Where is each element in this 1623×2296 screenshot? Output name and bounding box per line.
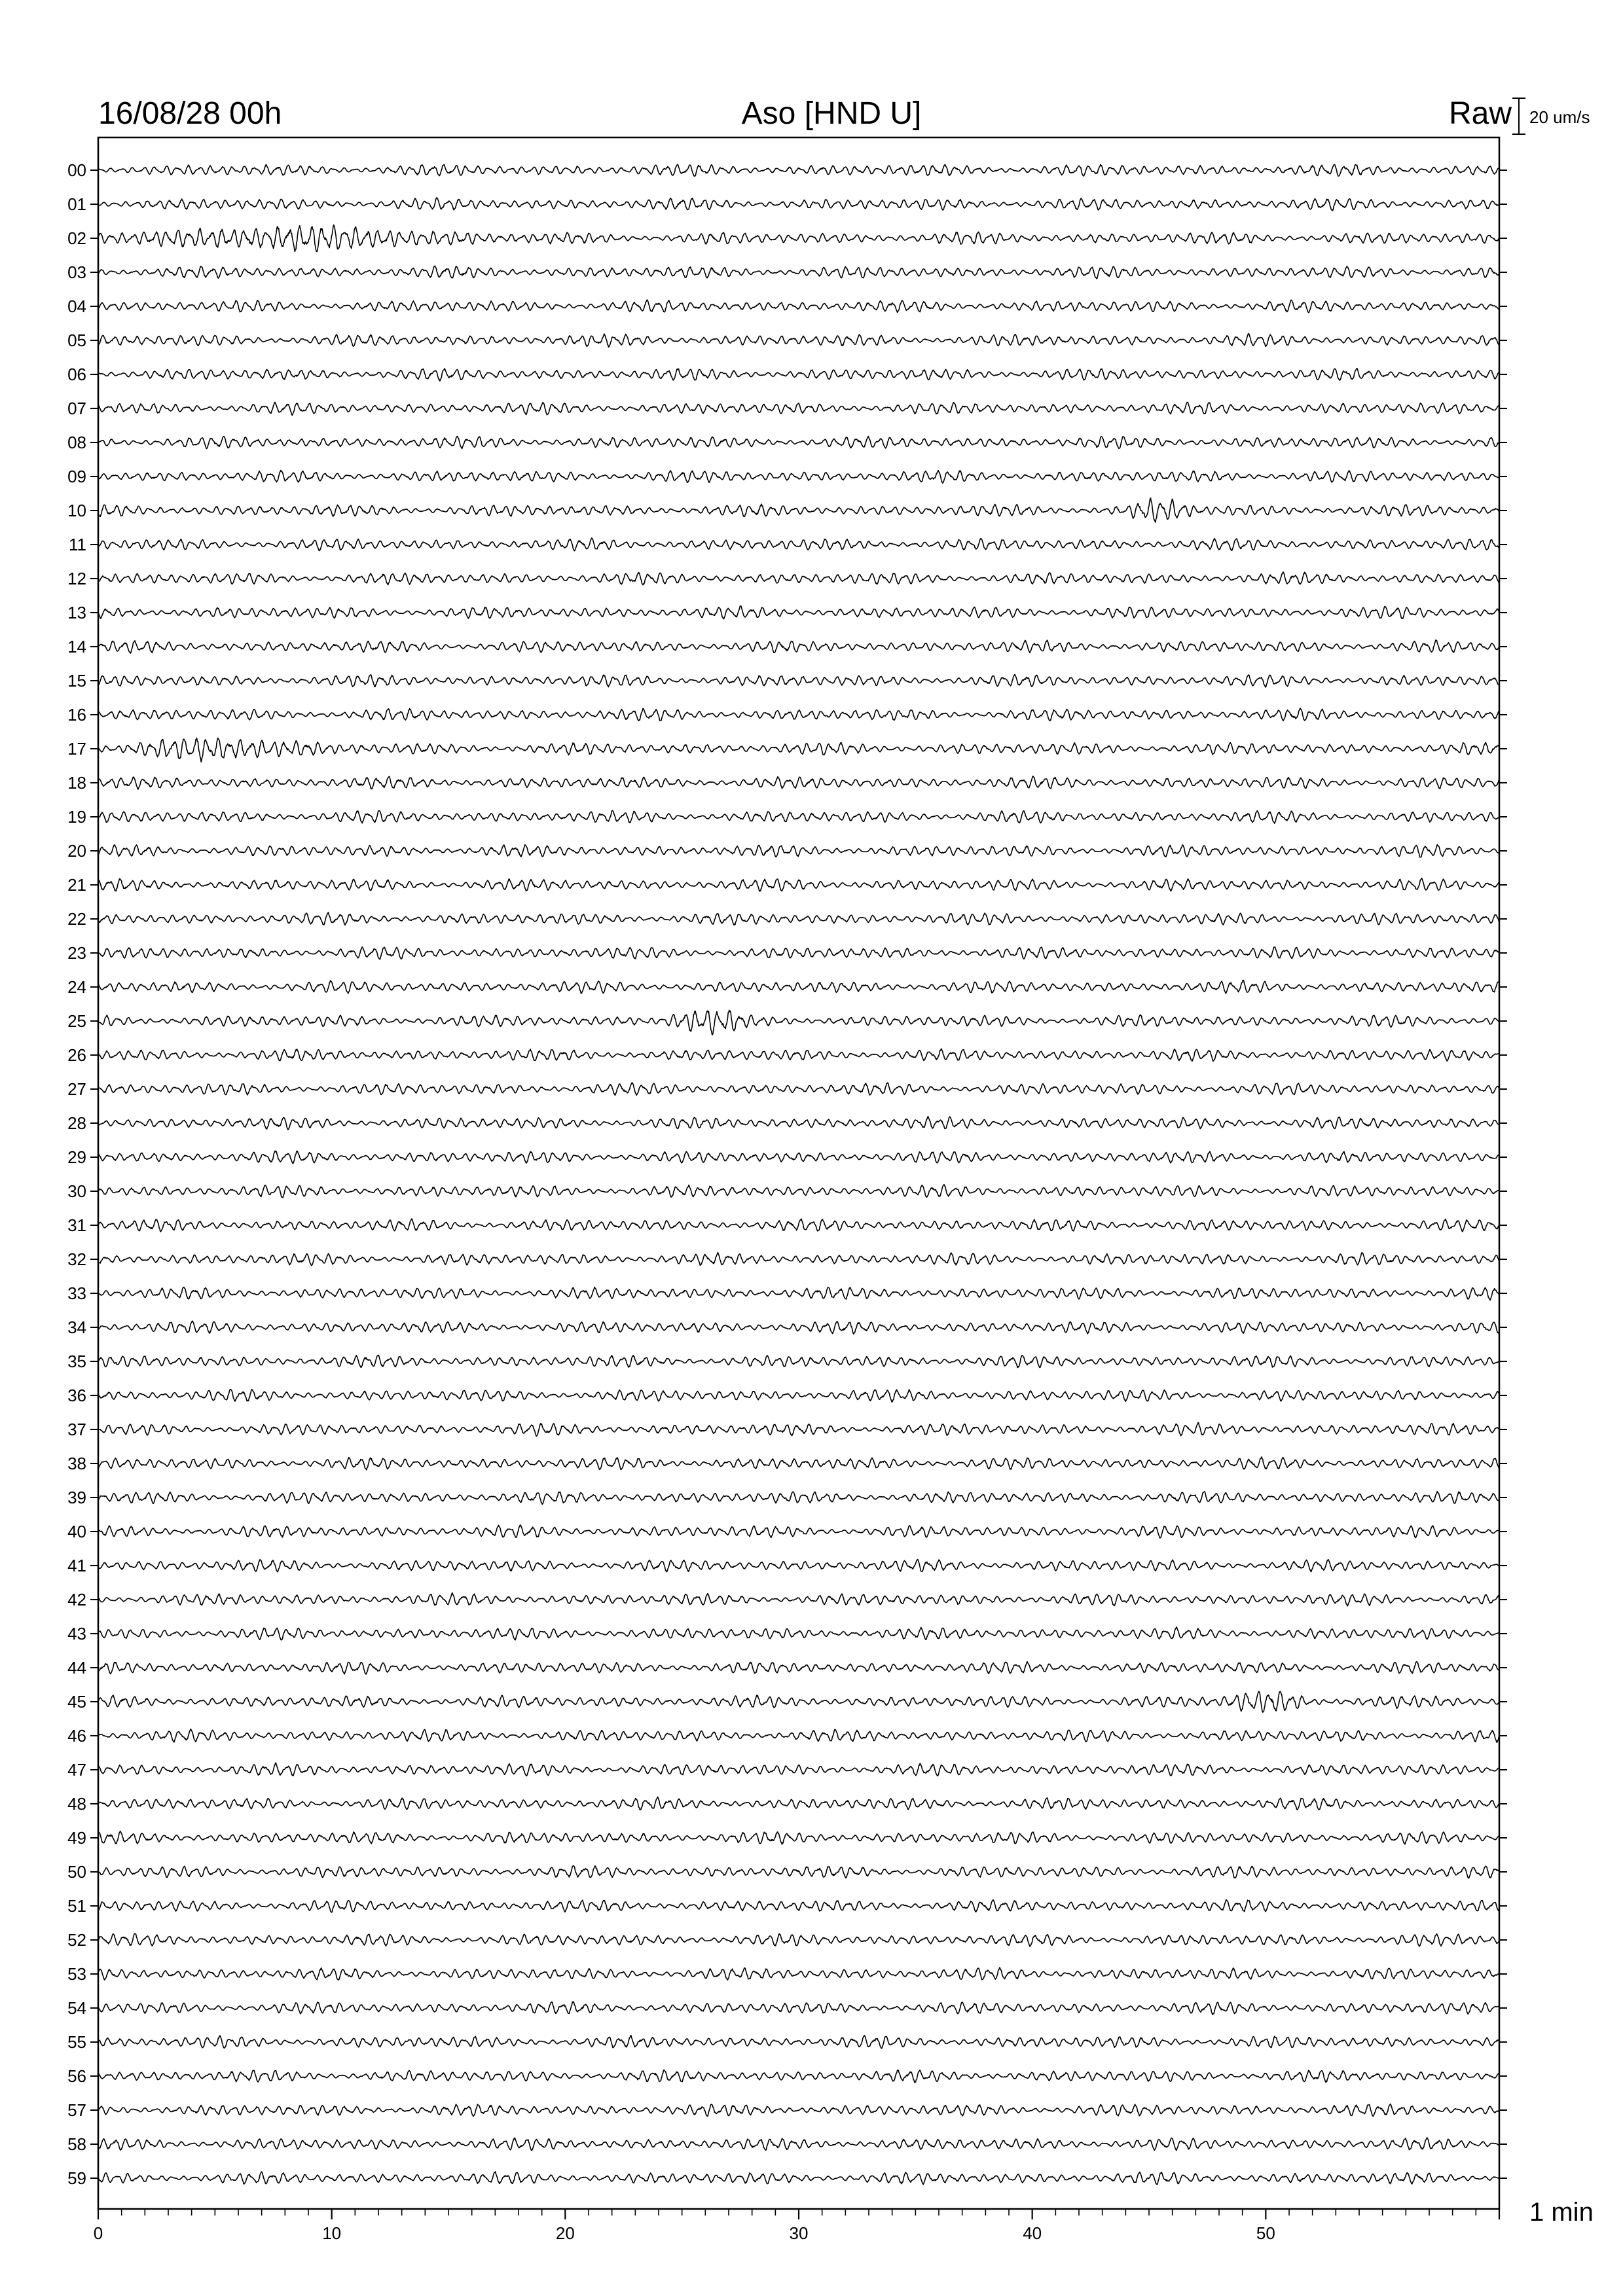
row-label: 35	[67, 1352, 86, 1371]
row-label: 09	[67, 467, 86, 486]
row-label: 11	[69, 535, 86, 554]
seismic-trace	[98, 1253, 1499, 1266]
seismic-trace	[98, 1691, 1499, 1712]
row-label-layer	[67, 160, 1507, 2188]
seismic-trace	[98, 1355, 1499, 1367]
row-label: 50	[67, 1862, 86, 1882]
row-label: 49	[67, 1828, 86, 1848]
seismic-trace	[98, 1900, 1499, 1912]
row-label: 08	[67, 433, 86, 452]
seismic-trace	[98, 2001, 1499, 2015]
mode-label: Raw	[1448, 96, 1512, 131]
seismic-trace	[98, 980, 1499, 994]
x-axis-label: 1 min	[1529, 2198, 1594, 2227]
seismic-trace	[98, 1967, 1499, 1980]
seismic-trace	[98, 498, 1499, 522]
row-label: 56	[67, 2066, 86, 2086]
row-label: 28	[67, 1113, 86, 1133]
row-label: 38	[67, 1454, 86, 1473]
row-label: 55	[67, 2032, 86, 2052]
seismic-trace	[98, 1593, 1499, 1606]
row-label: 40	[67, 1522, 86, 1541]
row-label: 53	[67, 1964, 86, 1984]
row-label: 25	[67, 1011, 86, 1031]
row-label: 17	[67, 739, 86, 759]
row-label: 24	[67, 977, 86, 997]
x-tick-label: 0	[93, 2223, 103, 2243]
row-label: 21	[67, 875, 86, 895]
seismic-trace	[98, 1083, 1499, 1095]
row-label: 10	[67, 501, 86, 520]
row-label: 26	[67, 1045, 86, 1065]
row-label: 14	[67, 637, 86, 656]
row-label: 45	[67, 1692, 86, 1712]
seismic-trace	[98, 912, 1499, 925]
seismic-trace	[98, 2036, 1499, 2049]
row-label: 54	[67, 1998, 86, 2018]
seismic-trace	[98, 640, 1499, 653]
row-label: 12	[67, 569, 86, 588]
row-label: 48	[67, 1794, 86, 1814]
seismic-trace	[98, 403, 1499, 416]
seismic-trace	[98, 164, 1499, 176]
row-label: 04	[67, 296, 86, 316]
row-label: 59	[67, 2168, 86, 2188]
row-label: 58	[67, 2134, 86, 2154]
trace-layer	[98, 164, 1499, 2184]
seismic-trace	[98, 844, 1499, 857]
seismic-trace	[98, 334, 1499, 348]
row-label: 18	[67, 773, 86, 793]
seismic-trace	[98, 2138, 1499, 2150]
seismic-trace	[98, 776, 1499, 789]
row-label: 34	[67, 1318, 86, 1337]
row-label: 33	[67, 1283, 86, 1303]
row-label: 27	[67, 1079, 86, 1099]
seismic-trace	[98, 1831, 1499, 1844]
seismic-trace	[98, 1011, 1499, 1035]
seismic-trace	[98, 1763, 1499, 1776]
seismic-trace	[98, 1390, 1499, 1403]
plot-frame	[98, 137, 1499, 2209]
seismic-trace	[98, 1662, 1499, 1674]
seismic-trace	[98, 2104, 1499, 2117]
row-label: 13	[67, 603, 86, 622]
seismic-trace	[98, 1797, 1499, 1810]
seismic-trace	[98, 1560, 1499, 1572]
row-label: 52	[67, 1930, 86, 1950]
row-label: 47	[67, 1760, 86, 1780]
row-label: 31	[67, 1215, 86, 1235]
seismic-trace	[98, 1287, 1499, 1300]
seismic-trace	[98, 1185, 1499, 1198]
seismic-trace	[98, 471, 1499, 484]
seismic-trace	[98, 1049, 1499, 1062]
row-label: 23	[67, 943, 86, 963]
seismic-trace	[98, 1457, 1499, 1470]
seismic-trace	[98, 1492, 1499, 1505]
seismic-trace	[98, 1934, 1499, 1947]
seismic-trace	[98, 1151, 1499, 1163]
station-title: Aso [HND U]	[741, 96, 922, 131]
row-label: 32	[67, 1249, 86, 1269]
row-label: 22	[67, 909, 86, 929]
seismic-trace	[98, 1423, 1499, 1437]
row-label: 39	[67, 1488, 86, 1507]
row-label: 44	[67, 1658, 86, 1677]
seismic-trace	[98, 2070, 1499, 2083]
row-label: 37	[67, 1420, 86, 1439]
row-label: 01	[67, 194, 86, 214]
seismic-trace	[98, 878, 1499, 891]
seismic-trace	[98, 538, 1499, 551]
seismic-trace	[98, 266, 1499, 279]
plot-border	[98, 137, 1499, 2209]
datetime-label: 16/08/28 00h	[98, 96, 282, 131]
row-label: 57	[67, 2100, 86, 2120]
x-tick-label: 30	[789, 2223, 809, 2243]
row-label: 15	[67, 671, 86, 691]
amplitude-scale-bar	[1512, 98, 1525, 134]
seismic-trace	[98, 1219, 1499, 1232]
x-tick-label: 10	[322, 2223, 342, 2243]
row-label: 05	[67, 331, 86, 350]
x-axis-ticks	[94, 2209, 1499, 2243]
row-label: 06	[67, 365, 86, 384]
row-label: 03	[67, 262, 86, 282]
seismic-trace	[98, 198, 1499, 211]
x-tick-label: 40	[1023, 2223, 1042, 2243]
seismic-trace	[98, 810, 1499, 823]
x-tick-label: 50	[1256, 2223, 1275, 2243]
row-label: 07	[67, 399, 86, 418]
row-label: 29	[67, 1147, 86, 1167]
row-label: 00	[67, 160, 86, 180]
seismic-trace	[98, 738, 1499, 762]
seismic-trace	[98, 1525, 1499, 1538]
seismic-trace	[98, 1729, 1499, 1742]
seismic-trace	[98, 1117, 1499, 1130]
seismic-trace	[98, 708, 1499, 721]
row-label: 02	[67, 228, 86, 248]
row-label: 20	[67, 841, 86, 861]
row-label: 36	[67, 1386, 86, 1405]
seismic-trace	[98, 1866, 1499, 1878]
seismic-trace	[98, 368, 1499, 381]
seismic-trace	[98, 1627, 1499, 1640]
seismic-trace	[98, 2172, 1499, 2185]
row-label: 30	[67, 1181, 86, 1201]
seismic-trace	[98, 947, 1499, 960]
seismic-trace	[98, 674, 1499, 687]
row-label: 46	[67, 1726, 86, 1746]
seismic-trace	[98, 437, 1499, 449]
row-label: 43	[67, 1624, 86, 1643]
row-label: 19	[67, 807, 86, 827]
row-label: 41	[67, 1556, 86, 1575]
seismic-trace	[98, 1321, 1499, 1334]
row-label: 16	[67, 705, 86, 725]
seismic-trace	[98, 606, 1499, 619]
row-label: 51	[67, 1896, 86, 1916]
seismic-trace	[98, 572, 1499, 585]
seismic-trace	[98, 300, 1499, 312]
x-tick-label: 20	[555, 2223, 575, 2243]
row-label: 42	[67, 1590, 86, 1609]
amplitude-scale-label: 20 um/s	[1529, 107, 1590, 127]
seismic-trace	[98, 225, 1499, 252]
